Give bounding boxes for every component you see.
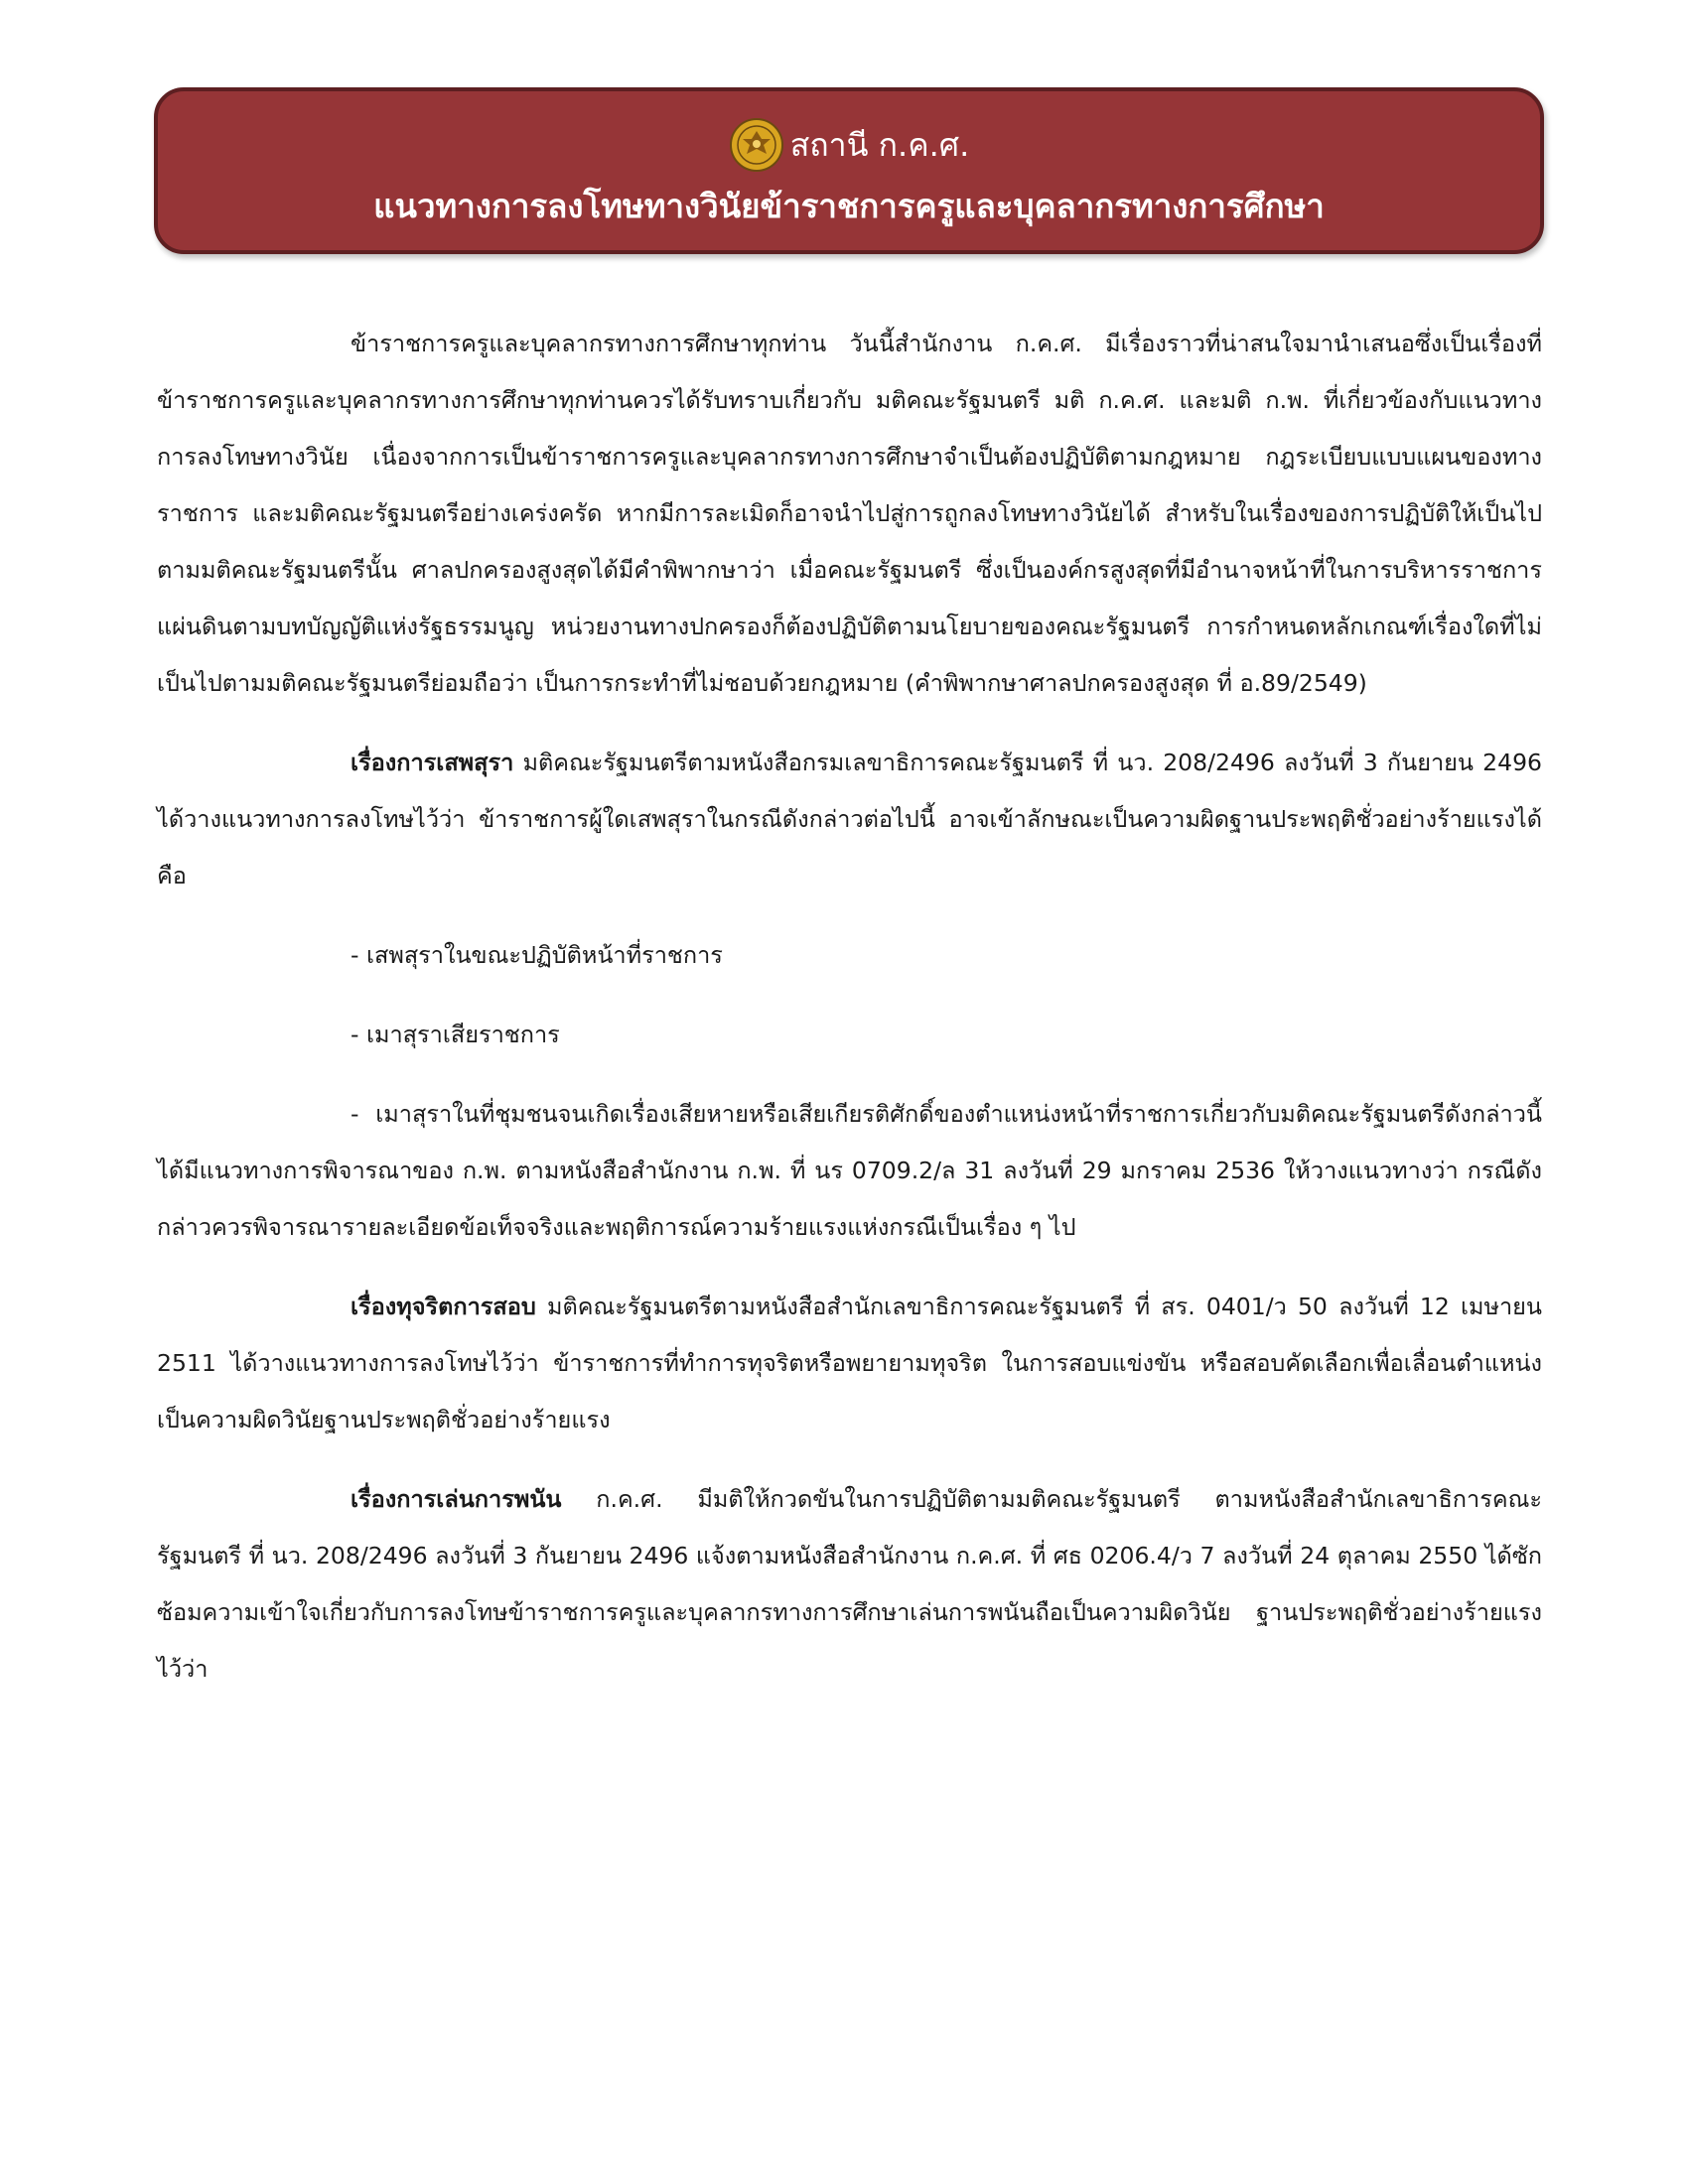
document-body <box>157 316 1542 1720</box>
alcohol-item-2: - เมาสุราเสียราชการ <box>351 1021 560 1048</box>
header-org-name: สถานี ก.ค.ศ. <box>789 126 970 164</box>
alcohol-paragraph <box>157 735 1542 904</box>
exam-text: มติคณะรัฐมนตรีตามหนังสือสำนักเลขาธิการคณะรัฐมนตรี ที่ สร. 0401/ว 50 ลงวันที่ 12 เมษายน 2511 ได้วางแนวทางการลงโทษไว้ว่า ข้าราชการที่ทำการทุจริตหรือพยายามทุจริต ในการสอบแข่งขัน หรือสอบคัดเลือกเพื่อเลื่อนตำแหน่งเป็นความผิดวินัยฐานประพฤติชั่วอย่างร้ายแรง <box>157 1293 1542 1433</box>
garuda-seal-icon <box>729 117 784 173</box>
page-title: แนวทางการลงโทษทางวินัยข้าราชการครูและบุคลากรทางการศึกษา <box>373 187 1325 225</box>
alcohol-item-1: - เสพสุราในขณะปฏิบัติหน้าที่ราชการ <box>351 941 723 969</box>
header-banner <box>154 87 1544 254</box>
alcohol-item-3: - เมาสุราในที่ชุมชนจนเกิดเรื่องเสียหายหรือเสียเกียรติศักดิ์ของตำแหน่งหน้าที่ราชการเกี่ยวกับมติคณะรัฐมนตรีดังกล่าวนี้ ได้มีแนวทางการพิจารณาของ ก.พ. ตามหนังสือสำนักงาน ก.พ. ที่ นร 0709.2/ล 31 ลงวันที่ 29 มกราคม 2536 ให้วางแนวทางว่า กรณีดังกล่าวควรพิจารณารายละเอียดข้อเท็จจริงและพฤติการณ์ความร้ายแรงแห่งกรณีเป็นเรื่อง ๆ ไป <box>157 1100 1542 1241</box>
gambling-text: ก.ค.ศ. มีมติให้กวดขันในการปฏิบัติตามมติคณะรัฐมนตรี ตามหนังสือสำนักเลขาธิการคณะรัฐมนตรี ที่ นว. 208/2496 ลงวันที่ 3 กันยายน 2496 แจ้งตามหนังสือสำนักงาน ก.ค.ศ. ที่ ศธ 0206.4/ว 7 ลงวันที่ 24 ตุลาคม 2550 ได้ซักซ้อมความเข้าใจเกี่ยวกับการลงโทษข้าราชการครูและบุคลากรทางการศึกษาเล่นการพนันถือเป็นความผิดวินัย ฐานประพฤติชั่วอย่างร้ายแรง ไว้ว่า <box>157 1485 1542 1683</box>
alcohol-text: มติคณะรัฐมนตรีตามหนังสือกรมเลขาธิการคณะรัฐมนตรี ที่ นว. 208/2496 ลงวันที่ 3 กันยายน 2496 ได้วางแนวทางการลงโทษไว้ว่า ข้าราชการผู้ใดเสพสุราในกรณีดังกล่าวต่อไปนี้ อาจเข้าลักษณะเป็นความผิดฐานประพฤติชั่วอย่างร้ายแรงได้ คือ <box>157 749 1542 889</box>
header-org-line <box>158 117 1540 173</box>
alcohol-heading: เรื่องการเสพสุรา <box>351 749 514 776</box>
intro-paragraph: ข้าราชการครูและบุคลากรทางการศึกษาทุกท่าน วันนี้สำนักงาน ก.ค.ศ. มีเรื่องราวที่น่าสนใจมานำเสนอซึ่งเป็นเรื่องที่ข้าราชการครูและบุคลากรทางการศึกษาทุกท่านควรได้รับทราบเกี่ยวกับ มติคณะรัฐมนตรี มติ ก.ค.ศ. และมติ ก.พ. ที่เกี่ยวข้องกับแนวทางการลงโทษทางวินัย เนื่องจากการเป็นข้าราชการครูและบุคลากรทางการศึกษาจำเป็นต้องปฏิบัติตามกฎหมาย กฎระเบียบแบบแผนของทางราชการ และมติคณะรัฐมนตรีอย่างเคร่งครัด หากมีการละเมิดก็อาจนำไปสู่การถูกลงโทษทางวินัยได้ สำหรับในเรื่องของการปฏิบัติให้เป็นไปตามมติคณะรัฐมนตรีนั้น ศาลปกครองสูงสุดได้มีคำพิพากษาว่า เมื่อคณะรัฐมนตรี ซึ่งเป็นองค์กรสูงสุดที่มีอำนาจหน้าที่ในการบริหารราชการแผ่นดินตามบทบัญญัติแห่งรัฐธรรมนูญ หน่วยงานทางปกครองก็ต้องปฏิบัติตามนโยบายของคณะรัฐมนตรี การกำหนดหลักเกณฑ์เรื่องใดที่ไม่เป็นไปตามมติคณะรัฐมนตรีย่อมถือว่า เป็นการกระทำที่ไม่ชอบด้วยกฎหมาย (คำพิพากษาศาลปกครองสูงสุด ที่ อ.89/2549) <box>157 330 1542 697</box>
exam-paragraph <box>157 1279 1542 1448</box>
exam-heading: เรื่องทุจริตการสอบ <box>351 1293 536 1320</box>
gambling-heading: เรื่องการเล่นการพนัน <box>351 1485 562 1513</box>
gambling-paragraph <box>157 1471 1542 1698</box>
